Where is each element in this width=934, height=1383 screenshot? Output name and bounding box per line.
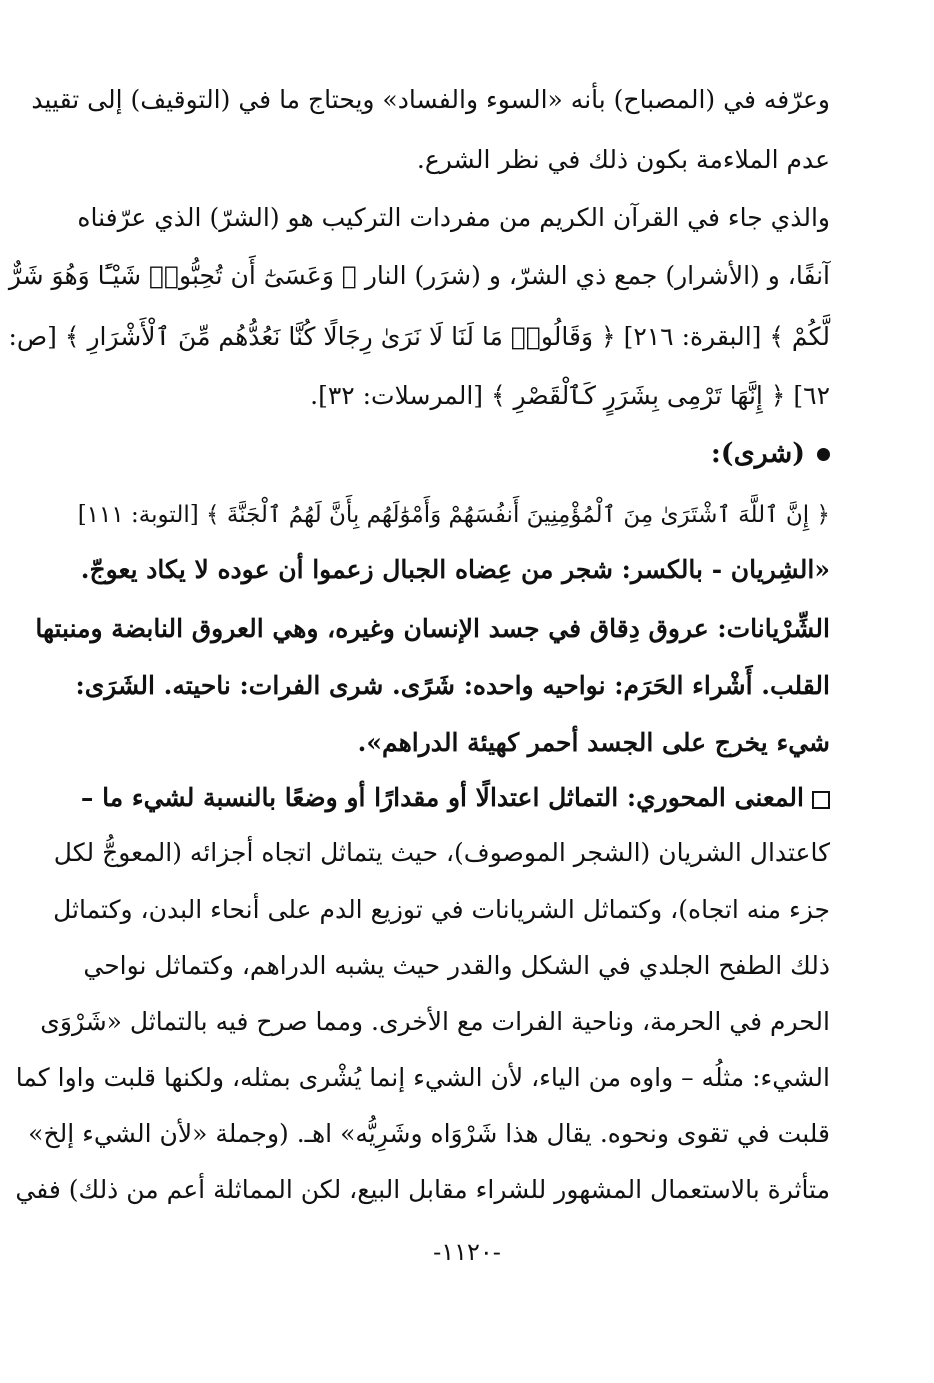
text-line-20: متأثرة بالاستعمال المشهور للشراء مقابل البيع، لكن المماثلة أعم من ذلك) ففي <box>15 1175 830 1204</box>
core-meaning-line <box>80 778 830 818</box>
square-icon <box>812 791 830 809</box>
definition-line-3: القلب. أَشْراء الحَرَم: نواحيه واحده: شَرًى. شرى الفرات: ناحيته. الشَرَى: <box>75 671 830 700</box>
quran-verse: ﴿ إِنَّ ٱللَّهَ ٱشْتَرَىٰ مِنَ ٱلْمُؤْمِنِينَ أَنفُسَهُمْ وَأَمْوَٰلَهُم بِأَنَّ لَهُمُ ٱلْجَنَّةَ ﴾ [التوبة: ١١١] <box>77 502 830 528</box>
text-line-17: الحرم في الحرمة، وناحية الفرات مع الأخرى. ومما صرح فيه بالتماثل «شَرْوَى <box>40 1007 830 1036</box>
text-line-15: جزء منه اتجاه)، وكتماثل الشريانات في توزيع الدم على أنحاء البدن، وكتماثل <box>53 895 830 924</box>
text-line-16: ذلك الطفح الجلدي في الشكل والقدر حيث يشبه الدراهم، وكتماثل نواحي <box>83 951 830 980</box>
section-heading <box>100 434 830 474</box>
text-line-18: الشيء: مثلُه – واوه من الياء، لأن الشيء إنما يُشْرى بمثله، ولكنها قلبت واوا كما <box>15 1063 830 1092</box>
text-line-1: وعرّفه في (المصباح) بأنه «السوء والفساد» ويحتاج ما في (التوقيف) إلى تقييد <box>31 85 830 114</box>
section-heading-text: (شرى): <box>710 438 805 469</box>
text-line-19: قلبت في تقوى ونحوه. يقال هذا شَرْوَاه وشَرِيُّه» اهـ. (وجملة «لأن الشيء إلخ» <box>28 1119 830 1148</box>
text-line-5: لَّكُمْ ﴾ [البقرة: ٢١٦] ﴿ وَقَالُوا۟ مَا لَنَا لَا نَرَىٰ رِجَالًا كُنَّا نَعُدُّهُم مِّنَ ٱلْأَشْرَارِ ﴾ [ص: <box>8 322 830 351</box>
text-line-2: عدم الملاءمة بكون ذلك في نظر الشرع. <box>416 145 830 174</box>
definition-line-4: شيء يخرج على الجسد أحمر كهيئة الدراهم». <box>357 728 830 757</box>
definition-line-1: «الشِريان - بالكسر: شجر من عِضاه الجبال زعموا أن عوده لا يكاد يعوجّ. <box>80 555 830 584</box>
text-line-3: والذي جاء في القرآن الكريم من مفردات التركيب هو (الشرّ) الذي عرّفناه <box>77 203 830 232</box>
text-line-14: كاعتدال الشريان (الشجر الموصوف)، حيث يتماثل اتجاه أجزائه (المعوجُّ لكل <box>53 838 830 867</box>
core-meaning-text: المعنى المحوري: التماثل اعتدالًا أو مقدارًا أو وضعًا بالنسبة لشيء ما – <box>80 783 804 812</box>
text-line-6: ٦٢] ﴿ إِنَّهَا تَرْمِى بِشَرَرٍ كَٱلْقَصْرِ ﴾ [المرسلات: ٣٢]. <box>310 381 830 410</box>
text-line-4: آنفًا، و (الأشرار) جمع ذي الشرّ، و (شرَر) النار ﴿ وَعَسَىٰٓ أَن تُحِبُّوا۟ شَيْـًٔا وَهُوَ شَرٌّ <box>8 261 830 290</box>
page-number: -١١٢٠- <box>433 1238 501 1266</box>
bullet-icon <box>817 448 830 461</box>
definition-line-2: الشِّرْيانات: عروق دِقاق في جسد الإنسان وغيره، وهي العروق النابضة ومنبتها <box>35 614 830 643</box>
